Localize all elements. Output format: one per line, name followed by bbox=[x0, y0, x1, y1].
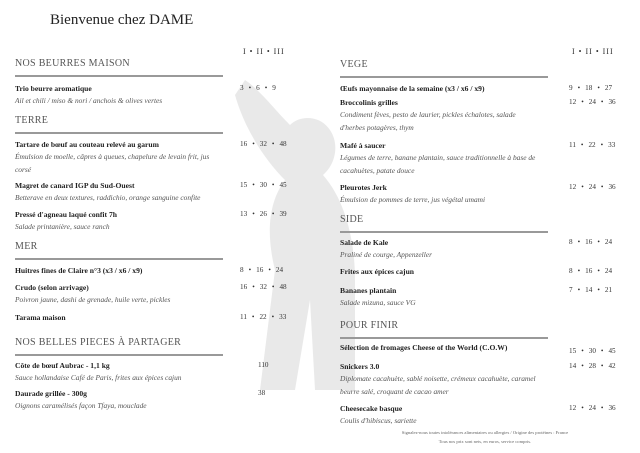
menu-item-name: Snickers 3.0 bbox=[340, 362, 380, 371]
section-heading: NOS BELLES PIECES À PARTAGER bbox=[15, 337, 182, 348]
menu-item-prices bbox=[240, 283, 287, 291]
price-separator: • bbox=[600, 362, 604, 370]
menu-item-prices bbox=[240, 210, 287, 218]
menu-item-description: Émulsion de moelle, câpres à queues, chapelure de levain frit, jus bbox=[15, 152, 210, 161]
price-separator: • bbox=[271, 181, 275, 189]
menu-item-name: Broccolinis grilles bbox=[340, 98, 398, 107]
price: 32 bbox=[259, 140, 267, 148]
price: 8 bbox=[569, 238, 573, 246]
menu-item-name: Tarama maison bbox=[15, 313, 66, 322]
menu-item-description: Oignons caramélisés façon Tfaya, mouclade bbox=[15, 401, 147, 410]
menu-item-name: Trio beurre aromatique bbox=[15, 84, 92, 93]
price-separator: • bbox=[251, 313, 255, 321]
price: 8 bbox=[240, 266, 244, 274]
price: 48 bbox=[279, 283, 287, 291]
price-separator: • bbox=[581, 183, 584, 191]
price-separator: • bbox=[252, 140, 255, 148]
section-heading: VEGE bbox=[340, 59, 368, 70]
price: 24 bbox=[275, 266, 284, 274]
size-label: III bbox=[273, 47, 285, 56]
price-separator: • bbox=[271, 313, 275, 321]
price-separator: • bbox=[252, 283, 255, 291]
price: 9 bbox=[272, 84, 276, 92]
section-heading: TERRE bbox=[15, 115, 49, 126]
menu-item-prices bbox=[569, 362, 616, 370]
section-heading: MER bbox=[15, 241, 38, 252]
menu-item-name: Tartare de bœuf au couteau relevé au garum bbox=[15, 140, 159, 149]
price-separator: • bbox=[600, 183, 604, 191]
section-divider bbox=[340, 231, 548, 233]
menu-item-name: Salade de Kale bbox=[340, 238, 389, 247]
price-separator: • bbox=[271, 283, 275, 291]
price: 45 bbox=[608, 347, 616, 355]
price-separator: • bbox=[581, 347, 584, 355]
section-divider bbox=[15, 132, 223, 134]
price: 38 bbox=[258, 389, 266, 397]
menu-item-name: Crudo (selon arrivage) bbox=[15, 283, 89, 292]
price: 48 bbox=[279, 140, 287, 148]
menu-item-description: Coulis d'hibiscus, sariette bbox=[340, 416, 417, 425]
price: 36 bbox=[608, 98, 616, 106]
menu-item-name: Daurade grillée - 300g bbox=[15, 389, 87, 398]
price-separator: • bbox=[577, 238, 581, 246]
price: 24 bbox=[604, 267, 613, 275]
price: 28 bbox=[588, 362, 596, 370]
price: 15 bbox=[240, 181, 248, 189]
menu-item-name: Magret de canard IGP du Sud-Ouest bbox=[15, 181, 135, 190]
price: 26 bbox=[259, 210, 267, 218]
price: 36 bbox=[608, 404, 616, 412]
price: 12 bbox=[569, 183, 577, 191]
price: 13 bbox=[240, 210, 248, 218]
menu-item-prices bbox=[569, 404, 616, 412]
price-separator: • bbox=[581, 98, 584, 106]
price-separator: • bbox=[597, 286, 600, 294]
price-separator: • bbox=[577, 267, 581, 275]
size-label: I bbox=[572, 47, 576, 56]
price-separator: • bbox=[581, 404, 584, 412]
price-separator: • bbox=[248, 266, 252, 274]
menu-item-name: Huitres fines de Claire n°3 (x3 / x6 / x9) bbox=[15, 266, 143, 275]
price: 33 bbox=[608, 141, 616, 149]
menu-item-prices bbox=[569, 286, 612, 294]
menu-item-description: Diplomate cacahuète, sablé noisette, crémeux cacahuète, caramel bbox=[340, 374, 536, 383]
menu-item-description: d'herbes potagères, thym bbox=[340, 122, 414, 132]
menu-item-name: Frites aux épices cajun bbox=[340, 267, 415, 276]
menu-item-prices bbox=[240, 313, 286, 321]
menu-item-name: Pleurotes Jerk bbox=[340, 183, 387, 192]
menu-item-description: Émulsion de pommes de terre, jus végétal umami bbox=[340, 195, 486, 204]
price: 16 bbox=[585, 267, 593, 275]
price: 8 bbox=[569, 267, 573, 275]
menu-item-prices bbox=[240, 266, 283, 274]
menu-item-description: Betterave en deux textures, raddichio, orange sanguine confite bbox=[15, 193, 201, 202]
menu-item-name: Mafé à saucer bbox=[340, 141, 386, 150]
menu-item-description: Poivron jaune, dashi de grenade, huile verte, pickles bbox=[15, 295, 171, 304]
menu-item-description: cacahuètes, patate douce bbox=[340, 165, 415, 175]
price-separator: • bbox=[268, 266, 271, 274]
menu-item-prices bbox=[258, 361, 269, 369]
price: 27 bbox=[604, 84, 613, 92]
size-label: II bbox=[256, 47, 264, 56]
price-separator: • bbox=[580, 141, 584, 149]
menu-item-prices bbox=[569, 347, 616, 355]
price-separator: • bbox=[600, 404, 604, 412]
menu-item-description: Condiment fèves, pesto de laurier, pickles échalotes, salade bbox=[340, 110, 516, 119]
price-separator: • bbox=[577, 286, 581, 294]
size-label: II bbox=[585, 47, 593, 56]
price-separator: • bbox=[581, 362, 584, 370]
price: 22 bbox=[588, 141, 596, 149]
menu-item-prices bbox=[569, 141, 615, 149]
price: 24 bbox=[604, 238, 613, 246]
menu-item-description: beurre salé, croquant de cacao amer bbox=[340, 386, 449, 396]
menu-item-description: Salade printanière, sauce ranch bbox=[15, 222, 110, 231]
menu-item-description: corsé bbox=[15, 164, 32, 174]
menu-item-prices bbox=[569, 98, 616, 106]
menu-item-name: Bananes plantain bbox=[340, 286, 397, 295]
section-heading: NOS BEURRES MAISON bbox=[15, 58, 130, 69]
price: 9 bbox=[569, 84, 573, 92]
menu-item-description: Salade mizuna, sauce VG bbox=[340, 298, 416, 307]
price: 30 bbox=[588, 347, 596, 355]
section-divider bbox=[340, 337, 548, 339]
size-label: III bbox=[602, 47, 614, 56]
price: 12 bbox=[569, 98, 577, 106]
price: 24 bbox=[588, 404, 596, 412]
section-divider bbox=[15, 258, 223, 260]
price-separator: • bbox=[271, 140, 275, 148]
menu-item-name: Pressé d'agneau laqué confit 7h bbox=[15, 210, 117, 219]
price: 15 bbox=[569, 347, 577, 355]
price: 33 bbox=[279, 313, 287, 321]
price-separator: • bbox=[271, 210, 275, 218]
section-divider bbox=[15, 354, 223, 356]
price: 16 bbox=[585, 238, 593, 246]
section-heading: POUR FINIR bbox=[340, 320, 399, 331]
menu-item-description: Légumes de terre, banane plantain, sauce traditionnelle à base de bbox=[340, 153, 536, 162]
price: 32 bbox=[259, 283, 267, 291]
price: 39 bbox=[279, 210, 287, 218]
menu-item-description: Ail et chili / miso & nori / anchois & olives vertes bbox=[15, 96, 163, 105]
menu-item-name: Côte de bœuf Aubrac - 1,1 kg bbox=[15, 361, 110, 370]
price: 110 bbox=[258, 361, 269, 369]
footer-price-note: Tous nos prix sont nets, en euros, service compris. bbox=[438, 439, 532, 444]
menu-item-name: Œufs mayonnaise de la semaine (x3 / x6 / x9) bbox=[340, 84, 485, 93]
price: 30 bbox=[259, 181, 267, 189]
price-separator: • bbox=[252, 210, 255, 218]
menu-item-description: Sauce hollandaise Café de Paris, frites aux épices cajun bbox=[15, 373, 182, 382]
price: 45 bbox=[279, 181, 287, 189]
menu-item-prices bbox=[240, 84, 276, 92]
menu-item-prices bbox=[240, 140, 287, 148]
menu-item-prices bbox=[569, 267, 612, 275]
price: 36 bbox=[608, 183, 616, 191]
price: 16 bbox=[256, 266, 264, 274]
price: 12 bbox=[569, 404, 577, 412]
size-header-left: I • II • III bbox=[243, 47, 285, 56]
price: 24 bbox=[588, 98, 596, 106]
price: 3 bbox=[240, 84, 244, 92]
price-separator: • bbox=[600, 347, 604, 355]
price: 7 bbox=[569, 286, 573, 294]
price: 22 bbox=[259, 313, 267, 321]
menu-item-prices bbox=[569, 238, 612, 246]
price-separator: • bbox=[577, 84, 581, 92]
section-heading: SIDE bbox=[340, 214, 364, 225]
page-title: Bienvenue chez DAME bbox=[50, 12, 194, 28]
footer-allergy-note: Signalez-nous toutes intolérances alimentaires ou allergies / Origine des protéines : France bbox=[401, 430, 569, 435]
price-separator: • bbox=[248, 84, 252, 92]
price: 16 bbox=[240, 283, 248, 291]
menu-item-prices bbox=[569, 84, 612, 92]
price: 42 bbox=[608, 362, 616, 370]
price-separator: • bbox=[252, 181, 255, 189]
price: 24 bbox=[588, 183, 596, 191]
price: 14 bbox=[585, 286, 593, 294]
menu-item-description: Praliné de courge, Appenzeller bbox=[340, 250, 432, 259]
price: 14 bbox=[569, 362, 577, 370]
menu-item-prices bbox=[258, 389, 265, 397]
menu-item-prices bbox=[240, 181, 287, 189]
price: 11 bbox=[240, 313, 247, 321]
price-separator: • bbox=[597, 84, 600, 92]
price-separator: • bbox=[600, 141, 604, 149]
price-separator: • bbox=[600, 98, 604, 106]
price-separator: • bbox=[597, 238, 600, 246]
price: 18 bbox=[585, 84, 593, 92]
price-separator: • bbox=[264, 84, 268, 92]
section-divider bbox=[15, 75, 223, 77]
price: 6 bbox=[256, 84, 260, 92]
price: 16 bbox=[240, 140, 248, 148]
menu-item-name: Cheesecake basque bbox=[340, 404, 403, 413]
menu-item-prices bbox=[569, 183, 616, 191]
price: 21 bbox=[604, 286, 613, 294]
menu-item-name: Sélection de fromages Cheese of the World (C.O.W) bbox=[340, 343, 508, 352]
price-separator: • bbox=[597, 267, 600, 275]
price: 11 bbox=[569, 141, 576, 149]
size-label: I bbox=[243, 47, 247, 56]
section-divider bbox=[340, 76, 548, 78]
size-header-right: I • II • III bbox=[572, 47, 614, 56]
